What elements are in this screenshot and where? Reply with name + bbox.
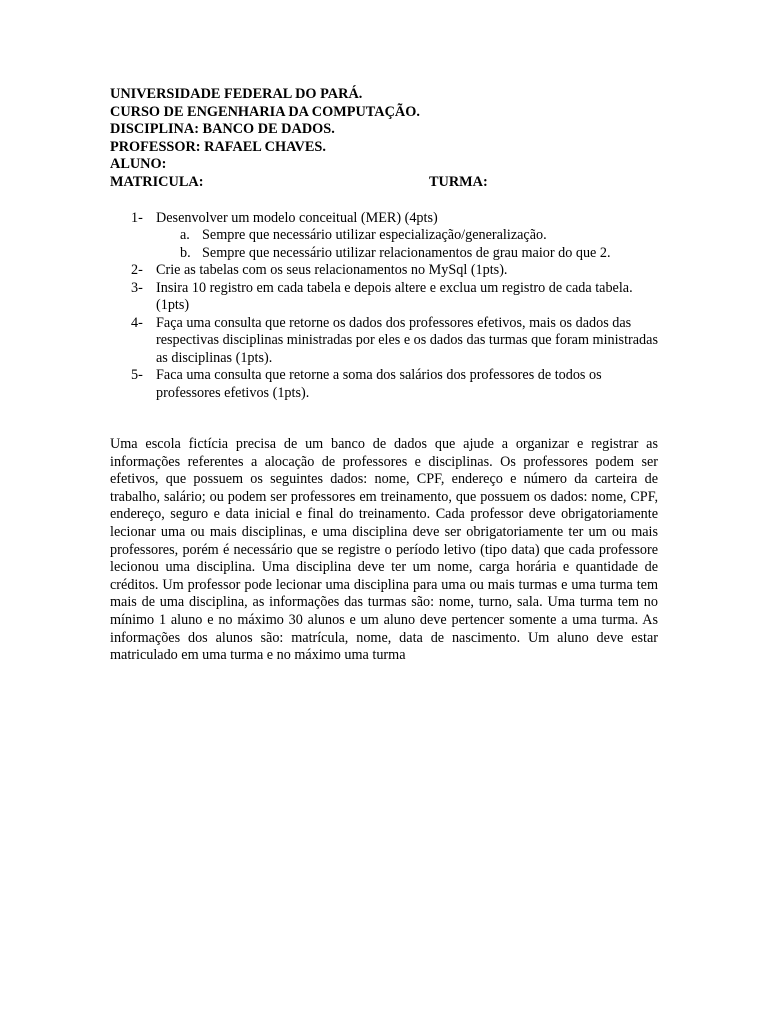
sub-question-text: Sempre que necessário utilizar relacionamentos de grau maior do que 2. (202, 244, 611, 261)
student-line: ALUNO: (110, 156, 167, 173)
sub-question-item (110, 227, 658, 245)
question-text: Faça uma consulta que retorne os dados dos professores efetivos, mais os dados das respectivas disciplinas ministradas por eles e os dados das turmas que foram ministradas as disciplinas (1pts). (156, 314, 658, 366)
question-item (110, 262, 658, 280)
sub-question-letter: a. (180, 227, 190, 244)
question-number: 2- (131, 262, 143, 279)
sub-question-item (110, 245, 658, 263)
question-text: Crie as tabelas com os seus relacionamentos no MySql (1pts). (156, 262, 508, 279)
sub-question-letter: b. (180, 244, 191, 261)
discipline-line: DISCIPLINA: BANCO DE DADOS. (110, 121, 335, 138)
professor-line: PROFESSOR: RAFAEL CHAVES. (110, 138, 326, 155)
matricula-turma-row (110, 174, 658, 192)
matricula-label: MATRICULA: (110, 173, 204, 190)
question-number: 4- (131, 314, 143, 331)
question-text: Faca uma consulta que retorne a soma dos salários dos professores de todos os professores efetivos (1pts). (156, 367, 602, 401)
turma-label: TURMA: (429, 173, 488, 190)
question-list (110, 210, 658, 403)
scenario-description: Uma escola fictícia precisa de um banco de dados que ajude a organizar e registrar as informações referentes a alocação de professores e disciplinas. Os professores podem ser efetivos, que possuem os seguintes dados: nome, CPF, endereço e número da carteira de trabalho, salário; ou podem ser professores em treinamento, que possuem os dados: nome, CPF, endereço, seguro e data inicial e final do treinamento. Cada professor deve obrigatoriamente lecionar uma ou mais disciplinas, e uma disciplina deve ser obrigatoriamente ter um ou mais professores, porém é necessário que se registre o período letivo (tipo data) que cada professore lecionou uma disciplina. Uma disciplina deve ter um nome, carga horária e quantidade de créditos. Um professor pode lecionar uma disciplina para uma ou mais turmas e uma turma tem mais de uma disciplina, as informações das turmas são: nome, turno, sala. Uma turma tem no mínimo 1 aluno e no máximo 30 alunos e um aluno deve pertencer somente a uma turma. As informações dos alunos são: matrícula, nome, data de nascimento. Um aluno deve estar matriculado em uma turma e no máximo uma turma (110, 436, 658, 664)
question-item (110, 280, 658, 315)
course-line: CURSO DE ENGENHARIA DA COMPUTAÇÃO. (110, 103, 420, 120)
document-header (110, 86, 658, 192)
question-item (110, 315, 658, 368)
question-item (110, 367, 658, 402)
question-number: 5- (131, 367, 143, 384)
sub-question-text: Sempre que necessário utilizar especialização/generalização. (202, 227, 547, 244)
question-text: Insira 10 registro em cada tabela e depois altere e exclua um registro de cada tabela. (1pts) (156, 279, 633, 314)
question-number: 1- (131, 209, 143, 226)
question-text: Desenvolver um modelo conceitual (MER) (4pts) (156, 209, 438, 226)
university-line: UNIVERSIDADE FEDERAL DO PARÁ. (110, 86, 363, 102)
question-item (110, 210, 658, 228)
question-number: 3- (131, 279, 143, 296)
document-page (110, 86, 658, 679)
